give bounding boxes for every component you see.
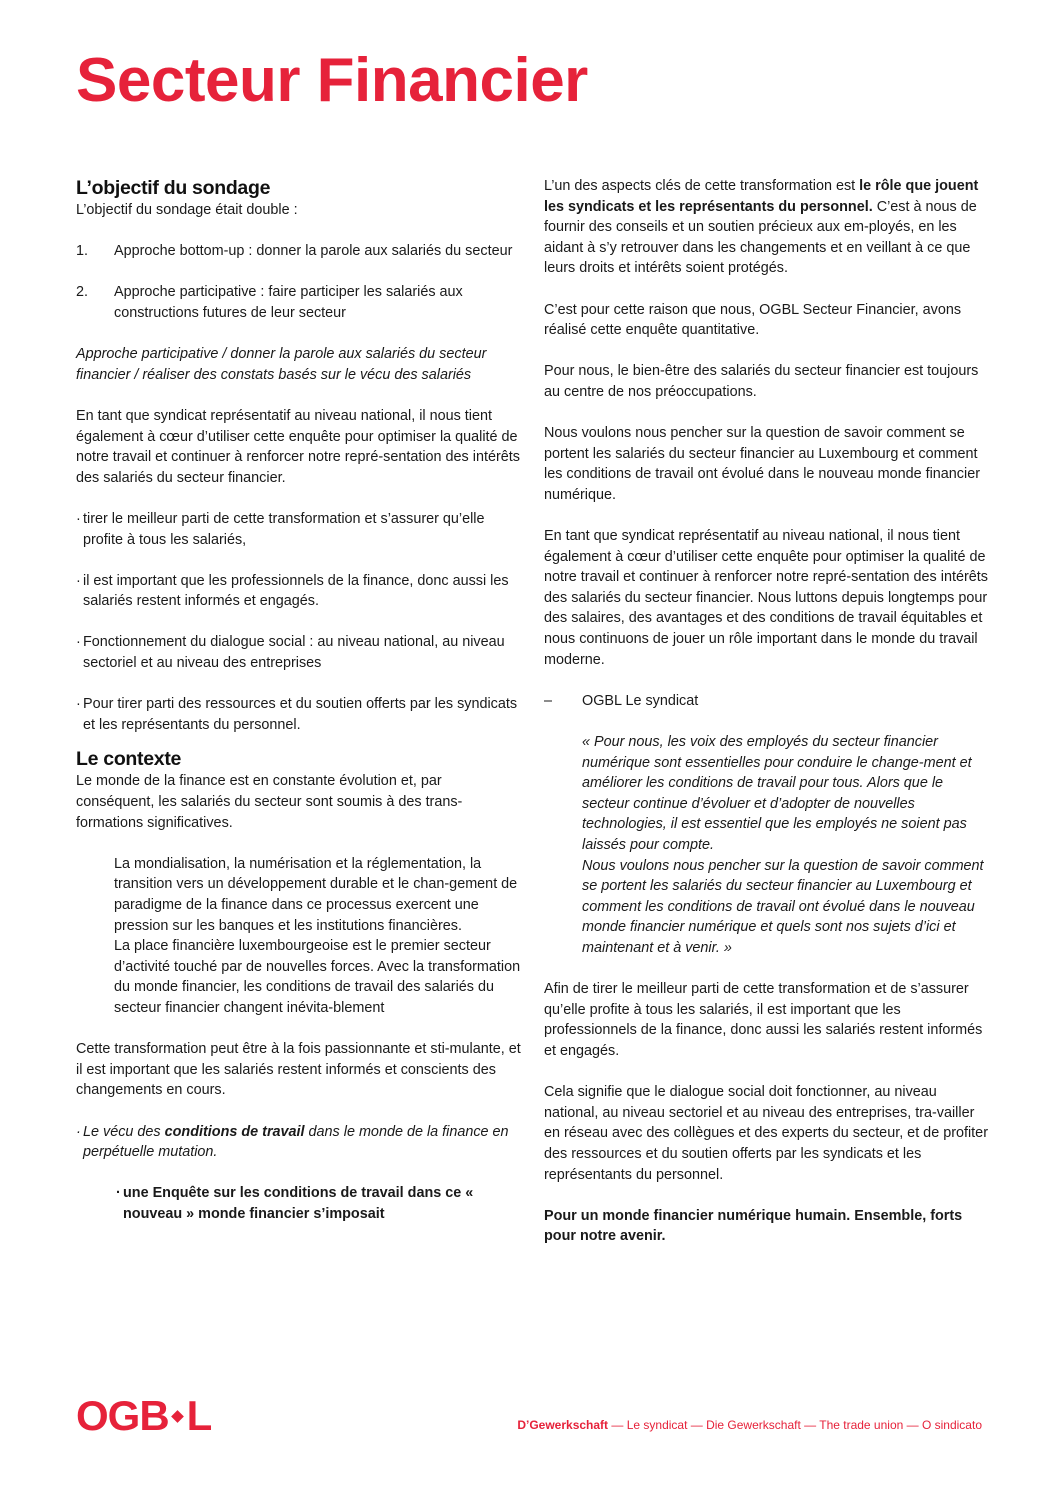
- role-syndicats-paragraph: L’un des aspects clés de cette transformation est le rôle que jouent les syndicats et les représentants du personnel. C’est à nous de fournir des conseils et un soutien précieux aux em-ployés, en les aidant à s’y retrouver dans les changements et en veillant à ce que leurs droits et intérêts soient protégés.: [544, 178, 979, 277]
- representation-paragraph: En tant que syndicat représentatif au niveau national, il nous tient également à cœur d’utiliser cette enquête pour optimiser la qualité de notre travail et continuer à renforcer notre repré-sentation des intérêts des salariés du secteur financier.: [76, 407, 520, 486]
- item-number: 2.: [76, 284, 89, 301]
- footer-tagline: D’Gewerkschaft — Le syndicat — Die Gewerkschaft — The trade union — O sindicato: [517, 1418, 982, 1432]
- bullet-item: · tirer le meilleur parti de cette transformation et s’assurer qu’elle profite à tous les salariés,: [76, 509, 522, 550]
- quote-part-1: « Pour nous, les voix des employés du secteur financier numérique sont essentielles pour conduire le change-ment et améliorer les conditions de travail pour tous. Alors que le secteur continue d’évoluer et d’adopter de nouvelles technologies, il est essentiel que les employés ne soient pas laissés pour compte.: [582, 734, 972, 853]
- italic-paragraph: Approche participative / donner la parole aux salariés du secteur financier / réaliser des constats basés sur le vécu des salariés: [76, 346, 487, 383]
- bullet-item: · il est important que les professionnels de la finance, donc aussi les salariés restent informés et engagés.: [76, 571, 522, 612]
- bullet-dot-icon: ·: [76, 1123, 81, 1140]
- bullet-dot-icon: ·: [76, 572, 81, 589]
- indented-paragraph-mondialisation: La mondialisation, la numérisation et la réglementation, la transition vers un développement durable et le chan-gement de paradigme de la finance dans ce processus exercent une pression sur les banques et les institutions financières.: [114, 855, 518, 934]
- bullet-dot-icon: ·: [76, 634, 81, 651]
- transformation-paragraph: Cette transformation peut être à la fois passionnante et sti-mulante, et il est important que les salariés restent informés et conscients des changements en cours.: [76, 1041, 521, 1099]
- afin-paragraph: Afin de tirer le meilleur parti de cette transformation et de s’assurer qu’elle profite à tous les salariés, il est important que les professionnels de la finance, donc aussi les salariés restent informés et engagés.: [544, 981, 983, 1059]
- item-text: Approche bottom-up : donner la parole aux salariés du secteur: [114, 243, 513, 260]
- bullet-item: · Pour tirer parti des ressources et du soutien offerts par les syndicats et les représentants du personnel.: [76, 694, 522, 735]
- dash-icon: –: [544, 692, 553, 709]
- context-paragraph: Le monde de la finance est en constante évolution et, par conséquent, les salariés du secteur sont soumis à des trans-formations significatives.: [76, 773, 463, 831]
- bullet-dot-icon: ·: [116, 1185, 121, 1202]
- dialogue-paragraph: Cela signifie que le dialogue social doit fonctionner, au niveau national, au niveau sectoriel et au niveau des entreprises, tra-vailler en réseau avec des collègues et des experts du secteur, et de profiter des ressources et du soutien offerts par les syndicats et les représentants du personnel.: [544, 1084, 988, 1183]
- section-heading-contexte: Le contexte: [76, 748, 182, 771]
- emphasis-conditions: conditions de travail: [164, 1123, 305, 1140]
- objectif-numbered-list: [76, 241, 522, 323]
- section-heading-objectif: L’objectif du sondage: [76, 177, 271, 199]
- bullet-dot-icon: ·: [76, 696, 81, 713]
- ogbl-logo: OGB L: [76, 1392, 212, 1439]
- quote-part-2: Nous voulons nous pencher sur la question de savoir comment se portent les salariés du secteur financier au Luxembourg et comment les conditions de travail ont évolué dans le nouveau monde financier numérique et quels sont nos sujets d’ici et maintenant et à venir. »: [582, 857, 984, 956]
- item-number: 1.: [76, 243, 89, 260]
- attribution-label: OGBL Le syndicat: [582, 692, 699, 709]
- raison-paragraph: C’est pour cette raison que nous, OGBL Secteur Financier, avons réalisé cette enquête quantitative.: [544, 301, 962, 339]
- bullet-dot-icon: ·: [76, 510, 81, 527]
- syndicat-paragraph: En tant que syndicat représentatif au niveau national, il nous tient également à cœur d’utiliser cette enquête pour optimiser la qualité de notre travail et continuer à renforcer notre repré-sentation des intérêts des salariés du secteur financier. Nous luttons depuis longtemps pour des salaires, des avantages et des conditions de travail équitables et nous continuons de jouer un rôle important dans le monde du travail moderne.: [544, 528, 988, 668]
- page-title: Secteur Financier: [76, 46, 588, 115]
- sub-bullet-enquete: · une Enquête sur les conditions de travail dans ce « nouveau » monde financier s’imposait: [76, 1183, 522, 1224]
- left-column: [76, 176, 522, 1225]
- attribution-row: [544, 691, 990, 712]
- numbered-item: [76, 282, 522, 323]
- indented-paragraph-place-financiere: La place financière luxembourgeoise est le premier secteur d’activité touché par de nouvelles forces. Avec la transformation du monde financier, les conditions de travail des salariés du secteur financier changent inévita-blement: [114, 938, 521, 1016]
- bullet-item: · Fonctionnement du dialogue social : au niveau national, au niveau sectoriel et au niveau des entreprises: [76, 632, 522, 673]
- vecu-bullet: · Le vécu des conditions de travail dans le monde de la finance en perpétuelle mutation.: [76, 1122, 522, 1163]
- emphasis-role: le rôle que jouent les syndicats et les représentants du personnel.: [544, 178, 979, 215]
- closing-statement: Pour un monde financier numérique humain. Ensemble, forts pour notre avenir.: [544, 1207, 963, 1245]
- bien-etre-paragraph: Pour nous, le bien-être des salariés du secteur financier est toujours au centre de nos préoccupations.: [544, 363, 979, 400]
- objectif-intro: L’objectif du sondage était double :: [76, 202, 298, 218]
- item-text: Approche participative : faire participer les salariés aux constructions futures de leur secteur: [114, 284, 463, 321]
- diamond-icon: [171, 1410, 184, 1423]
- numbered-item: [76, 241, 522, 262]
- question-paragraph: Nous voulons nous pencher sur la question de savoir comment se portent les salariés du secteur financier au Luxembourg et comment les conditions de travail ont évolué dans le nouveau monde financier numérique.: [544, 425, 980, 503]
- right-column: [544, 176, 990, 1247]
